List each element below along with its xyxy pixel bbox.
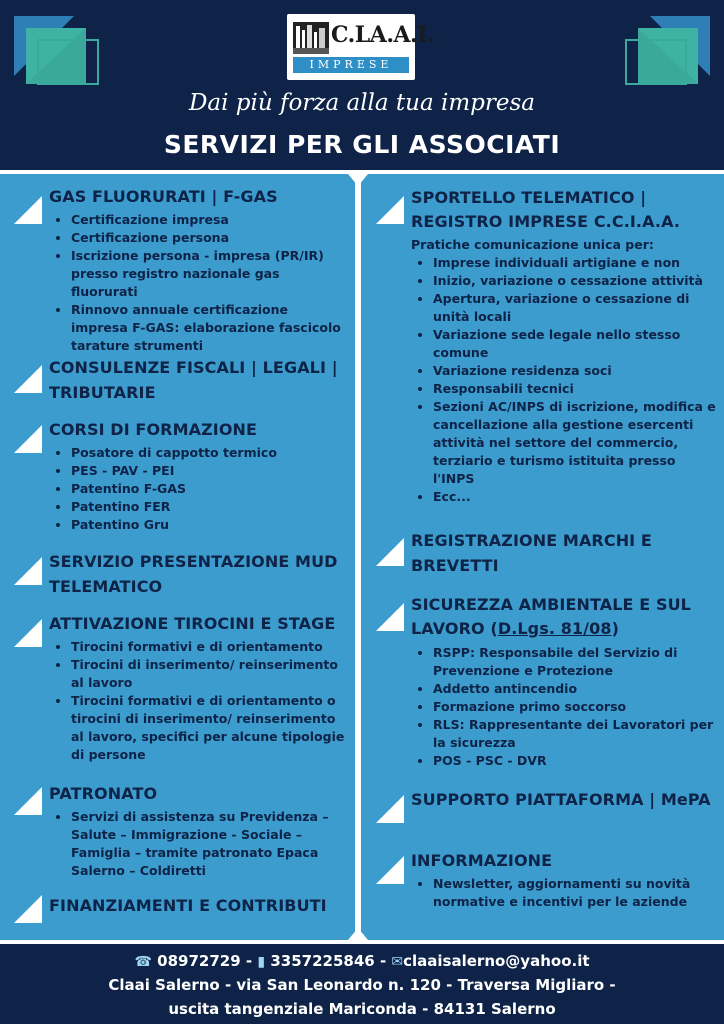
- phone-icon: ☎: [134, 954, 152, 970]
- list-item: • Tirocini di inserimento/ reinserimento al lavoro: [71, 656, 349, 692]
- email-address[interactable]: claaisalerno@yahoo.it: [403, 952, 590, 970]
- separator: -: [379, 952, 387, 970]
- list-item: • Apertura, variazione o cessazione di unità locali: [433, 290, 716, 326]
- list-item: • Patentino F-GAS: [71, 480, 349, 498]
- list-item: • Variazione residenza soci: [433, 362, 716, 380]
- logo-emblem-icon: [293, 22, 329, 54]
- column-divider: [355, 180, 361, 934]
- section-title: FINANZIAMENTI E CONTRIBUTI: [49, 896, 327, 915]
- section-marker-icon: [14, 895, 42, 923]
- list-item: • Rinnovo annuale certificazione impresa F-GAS: elaborazione fascicolo tarature strumenti: [71, 301, 349, 355]
- list-item: • Iscrizione persona - impresa (PR/IR) presso registro nazionale gas fluorurati: [71, 247, 349, 301]
- list-item: • PES - PAV - PEI: [71, 462, 349, 480]
- list-item: • Tirocini formativi e di orientamento o tirocini di inserimento/ reinserimento al lavoro, specifici per alcune tipologie di persone: [71, 692, 349, 764]
- list-item: • POS - PSC - DVR: [433, 752, 716, 770]
- section-title: ATTIVAZIONE TIROCINI E STAGE: [49, 614, 336, 633]
- section-title: GAS FLUORURATI | F-GAS: [49, 187, 278, 206]
- separator: -: [245, 952, 253, 970]
- section-list: [49, 638, 349, 764]
- list-item: • Posatore di cappotto termico: [71, 444, 349, 462]
- section-consulenze: [14, 355, 349, 405]
- phone-number[interactable]: 08972729: [157, 952, 241, 970]
- list-item: • Tirocini formativi e di orientamento: [71, 638, 349, 656]
- section-title: INFORMAZIONE: [411, 851, 553, 870]
- section-title: [411, 593, 716, 641]
- list-item: • Imprese individuali artigiane e non: [433, 254, 716, 272]
- dlgs-link[interactable]: D.Lgs. 81/08: [497, 619, 612, 638]
- section-marker-icon: [376, 856, 404, 884]
- section-list: [49, 211, 349, 355]
- mobile-phone-icon: ▮: [257, 954, 266, 970]
- list-item: • RLS: Rappresentante dei Lavoratori per la sicurezza: [433, 716, 716, 752]
- footer-address-line-2: uscita tangenziale Mariconda - 84131 Salerno: [168, 1000, 556, 1018]
- section-mepa: [376, 787, 716, 812]
- section-gas-fluorurati: [14, 186, 349, 355]
- corner-decoration-left: [10, 12, 102, 92]
- section-list: [411, 644, 716, 770]
- section-corsi-formazione: [14, 419, 349, 534]
- list-item: • Responsabili tecnici: [433, 380, 716, 398]
- section-marker-icon: [14, 365, 42, 393]
- list-item: • RSPP: Responsabile del Servizio di Prevenzione e Protezione: [433, 644, 716, 680]
- section-finanziamenti: [14, 895, 349, 917]
- list-item: • Addetto antincendio: [433, 680, 716, 698]
- divider-cap-bottom: [348, 928, 368, 940]
- section-marker-icon: [14, 557, 42, 585]
- claai-logo: [287, 14, 435, 80]
- list-item: • Newsletter, aggiornamenti su novità normative e incentivi per le aziende: [433, 875, 716, 911]
- section-marchi-brevetti: [376, 528, 716, 578]
- section-title: CONSULENZE FISCALI | LEGALI | TRIBUTARIE: [49, 358, 338, 402]
- list-item: • Inizio, variazione o cessazione attività: [433, 272, 716, 290]
- section-intro: Pratiche comunicazione unica per:: [411, 237, 654, 252]
- section-marker-icon: [14, 196, 42, 224]
- list-item: • Sezioni AC/INPS di iscrizione, modifica e cancellazione alla gestione esercenti attività nel settore del commercio, terziario e turismo istituita presso l'INPS: [433, 398, 716, 488]
- section-marker-icon: [14, 425, 42, 453]
- list-item: • Certificazione persona: [71, 229, 349, 247]
- section-title: SERVIZIO PRESENTAZIONE MUD TELEMATICO: [49, 552, 338, 596]
- section-sportello-telematico: [376, 186, 716, 506]
- section-list: [411, 875, 716, 911]
- divider-cap-top: [348, 174, 368, 186]
- section-patronato: [14, 783, 349, 880]
- section-marker-icon: [376, 196, 404, 224]
- section-marker-icon: [14, 787, 42, 815]
- section-title-close: ): [611, 619, 619, 638]
- section-mud: [14, 549, 349, 599]
- page-title: SERVIZI PER GLI ASSOCIATI: [163, 130, 561, 159]
- logo-band: IMPRESE: [293, 57, 409, 73]
- section-marker-icon: [376, 795, 404, 823]
- list-item: • Patentino FER: [71, 498, 349, 516]
- section-informazione: [376, 850, 716, 911]
- section-list: [49, 444, 349, 534]
- list-item: • Patentino Gru: [71, 516, 349, 534]
- section-tirocini: [14, 613, 349, 764]
- tagline: Dai più forza alla tua impresa: [188, 90, 536, 116]
- mobile-number[interactable]: 3357225846: [270, 952, 375, 970]
- footer-address-line-1: Claai Salerno - via San Leonardo n. 120 - Traversa Migliaro -: [108, 976, 616, 994]
- section-list: [411, 254, 716, 506]
- list-item: • Servizi di assistenza su Previdenza – Salute – Immigrazione - Sociale – Famiglia – tramite patronato Epaca Salerno – Coldiretti: [71, 808, 349, 880]
- list-item: • Variazione sede legale nello stesso comune: [433, 326, 716, 362]
- section-marker-icon: [14, 619, 42, 647]
- section-title: SUPPORTO PIATTAFORMA | MePA: [411, 790, 711, 809]
- section-title: PATRONATO: [49, 784, 158, 803]
- corner-decoration-right: [622, 12, 714, 92]
- list-item: • Certificazione impresa: [71, 211, 349, 229]
- section-title: CORSI DI FORMAZIONE: [49, 420, 258, 439]
- list-item: • Formazione primo soccorso: [433, 698, 716, 716]
- section-title-text: SICUREZZA AMBIENTALE E SUL LAVORO (: [411, 595, 691, 638]
- section-marker-icon: [376, 603, 404, 631]
- logo-brand: C.LA.A.I.: [331, 22, 435, 48]
- section-marker-icon: [376, 538, 404, 566]
- list-item: • Ecc...: [433, 488, 716, 506]
- section-title: REGISTRAZIONE MARCHI E BREVETTI: [411, 531, 652, 575]
- header: [0, 0, 724, 170]
- email-icon: ✉: [391, 954, 404, 970]
- section-title: SPORTELLO TELEMATICO | REGISTRO IMPRESE C.C.I.A.A.: [411, 188, 681, 231]
- footer-contacts: [0, 952, 724, 970]
- section-sicurezza: [376, 593, 716, 770]
- section-list: [49, 808, 349, 880]
